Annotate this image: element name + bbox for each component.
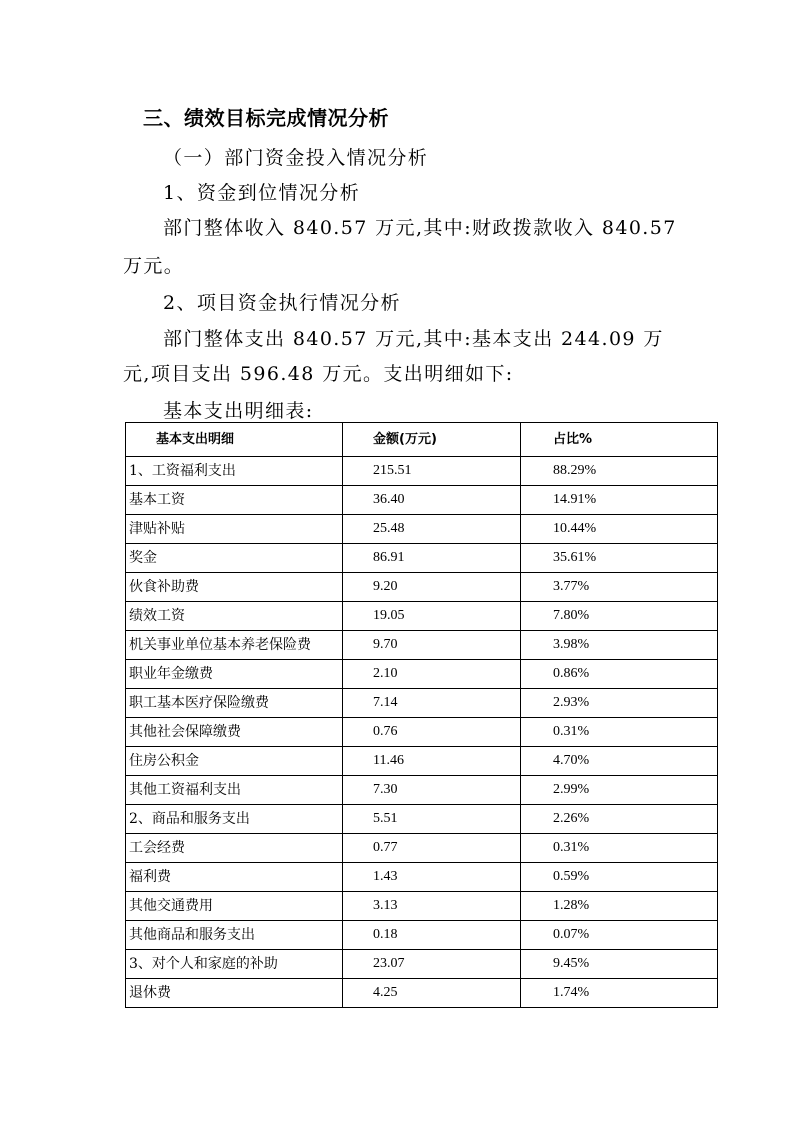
expense-paragraph-line-2: 元,项目支出 596.48 万元。支出明细如下:	[123, 363, 514, 385]
table-row	[126, 921, 718, 950]
row-amount: 19.05	[343, 602, 521, 631]
table-row	[126, 805, 718, 834]
table-row	[126, 747, 718, 776]
header-amount: 金额(万元)	[343, 423, 521, 457]
subsection-title: （一）部门资金投入情况分析	[163, 147, 429, 169]
row-amount: 0.18	[343, 921, 521, 950]
row-amount: 2.10	[343, 660, 521, 689]
row-percent: 0.07%	[521, 921, 718, 950]
row-amount: 0.76	[343, 718, 521, 747]
row-item-name: 职业年金缴费	[126, 660, 343, 689]
row-item-name: 津贴补贴	[126, 515, 343, 544]
row-percent: 2.26%	[521, 805, 718, 834]
row-amount: 7.14	[343, 689, 521, 718]
section-heading: 三、绩效目标完成情况分析	[143, 106, 389, 130]
row-item-name: 职工基本医疗保险缴费	[126, 689, 343, 718]
row-item-name: 住房公积金	[126, 747, 343, 776]
row-percent: 14.91%	[521, 486, 718, 515]
row-amount: 9.70	[343, 631, 521, 660]
row-percent: 0.31%	[521, 834, 718, 863]
table-row	[126, 776, 718, 805]
row-item-name: 基本工资	[126, 486, 343, 515]
row-percent: 2.99%	[521, 776, 718, 805]
row-percent: 9.45%	[521, 950, 718, 979]
row-amount: 3.13	[343, 892, 521, 921]
row-item-name: 其他交通费用	[126, 892, 343, 921]
row-item-name: 伙食补助费	[126, 573, 343, 602]
expense-paragraph-line-1: 部门整体支出 840.57 万元,其中:基本支出 244.09 万	[163, 328, 664, 350]
row-item-name: 工会经费	[126, 834, 343, 863]
row-item-name: 其他工资福利支出	[126, 776, 343, 805]
table-row	[126, 602, 718, 631]
basic-expense-table	[125, 422, 718, 1008]
row-percent: 7.80%	[521, 602, 718, 631]
row-percent: 88.29%	[521, 457, 718, 486]
table-row	[126, 631, 718, 660]
row-item-name: 福利费	[126, 863, 343, 892]
table-row	[126, 515, 718, 544]
table-caption: 基本支出明细表:	[163, 400, 314, 422]
row-amount: 23.07	[343, 950, 521, 979]
table-row	[126, 660, 718, 689]
row-percent: 0.59%	[521, 863, 718, 892]
row-item-name: 退休费	[126, 979, 343, 1008]
row-item-name: 奖金	[126, 544, 343, 573]
row-percent: 35.61%	[521, 544, 718, 573]
row-amount: 36.40	[343, 486, 521, 515]
row-percent: 4.70%	[521, 747, 718, 776]
row-amount: 0.77	[343, 834, 521, 863]
row-amount: 4.25	[343, 979, 521, 1008]
row-amount: 215.51	[343, 457, 521, 486]
row-item-name: 3、对个人和家庭的补助	[126, 950, 343, 979]
table-row	[126, 950, 718, 979]
row-percent: 10.44%	[521, 515, 718, 544]
table-row	[126, 892, 718, 921]
row-item-name: 1、工资福利支出	[126, 457, 343, 486]
row-percent: 3.77%	[521, 573, 718, 602]
income-paragraph-line-1: 部门整体收入 840.57 万元,其中:财政拨款收入 840.57	[163, 217, 677, 239]
row-item-name: 机关事业单位基本养老保险费	[126, 631, 343, 660]
row-percent: 1.28%	[521, 892, 718, 921]
row-amount: 86.91	[343, 544, 521, 573]
row-item-name: 2、商品和服务支出	[126, 805, 343, 834]
table-header-row	[126, 423, 718, 457]
row-item-name: 绩效工资	[126, 602, 343, 631]
row-percent: 2.93%	[521, 689, 718, 718]
income-paragraph-line-2: 万元。	[123, 255, 185, 277]
table-row	[126, 718, 718, 747]
table-row	[126, 457, 718, 486]
header-percent: 占比%	[521, 423, 718, 457]
row-percent: 3.98%	[521, 631, 718, 660]
row-amount: 5.51	[343, 805, 521, 834]
row-amount: 1.43	[343, 863, 521, 892]
row-item-name: 其他社会保障缴费	[126, 718, 343, 747]
table-row	[126, 573, 718, 602]
row-item-name: 其他商品和服务支出	[126, 921, 343, 950]
table-row	[126, 863, 718, 892]
row-amount: 11.46	[343, 747, 521, 776]
row-amount: 25.48	[343, 515, 521, 544]
subheading-fund-execution: 2、项目资金执行情况分析	[163, 292, 401, 314]
row-percent: 1.74%	[521, 979, 718, 1008]
table-row	[126, 979, 718, 1008]
table-row	[126, 544, 718, 573]
table-row	[126, 486, 718, 515]
row-percent: 0.86%	[521, 660, 718, 689]
table-row	[126, 834, 718, 863]
header-item: 基本支出明细	[126, 423, 343, 457]
row-percent: 0.31%	[521, 718, 718, 747]
table-row	[126, 689, 718, 718]
subheading-funding-arrival: 1、资金到位情况分析	[163, 182, 361, 204]
row-amount: 9.20	[343, 573, 521, 602]
row-amount: 7.30	[343, 776, 521, 805]
